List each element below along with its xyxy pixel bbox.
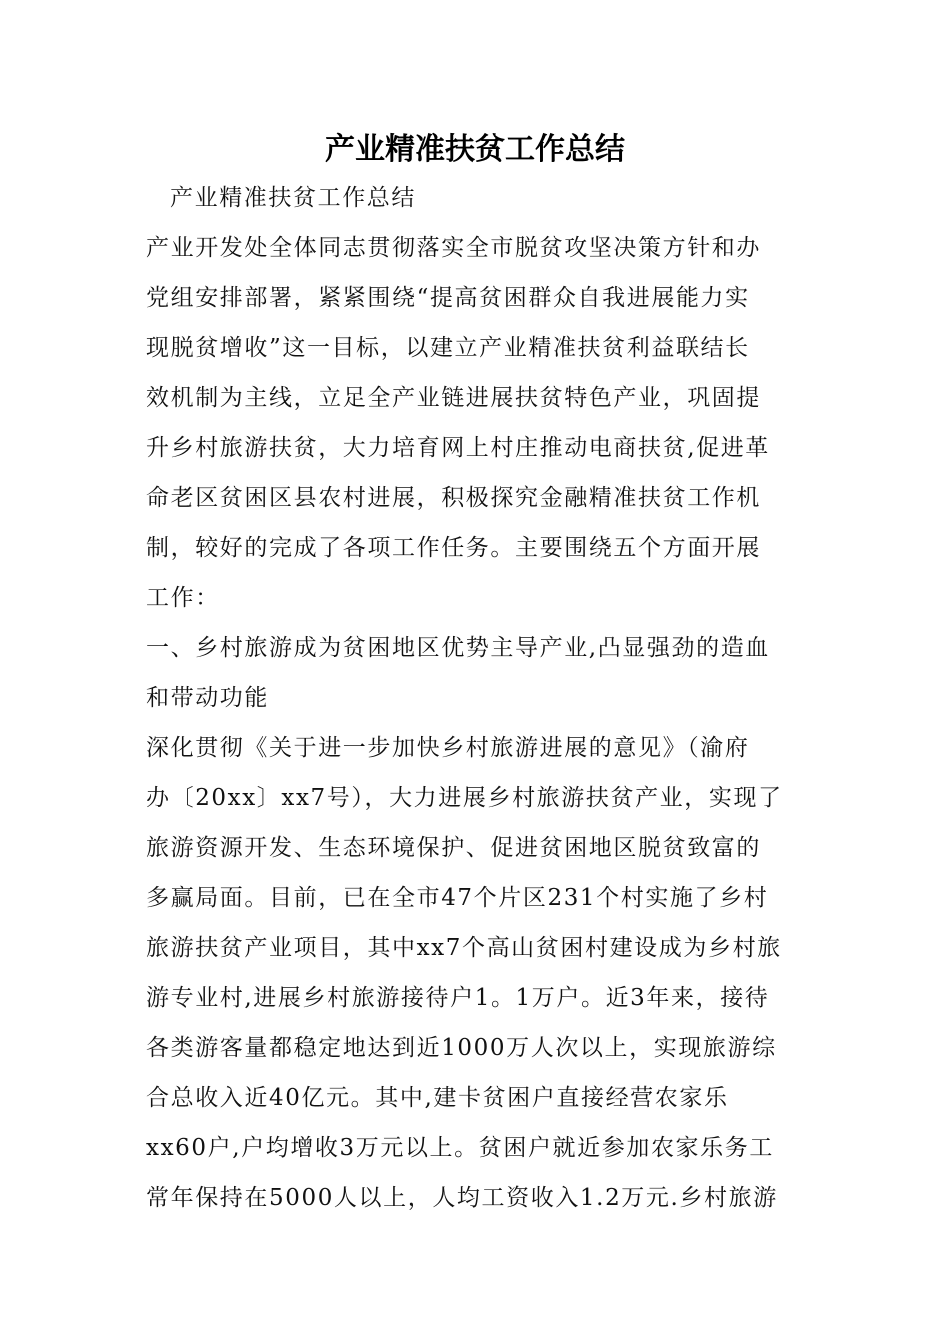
section-heading-line: 一、乡村旅游成为贫困地区优势主导产业,凸显强劲的造血 [146,635,770,661]
body-line: 制，较好的完成了各项工作任务。主要围绕五个方面开展 [146,535,761,561]
body-line: 效机制为主线，立足全产业链进展扶贫特色产业，巩固提 [146,385,761,411]
body-line: 党组安排部署，紧紧围绕“提高贫困群众自我进展能力实 [146,285,750,311]
body-line: 命老区贫困区县农村进展，积极探究金融精准扶贫工作机 [146,485,761,511]
body-line: xx60户,户均增收3万元以上。贫困户就近参加农家乐务工 [146,1135,774,1161]
section-heading-line: 和带动功能 [146,685,269,711]
body-line: 深化贯彻《关于进一步加快乡村旅游进展的意见》（渝府 [146,735,750,761]
body-line: 办〔20xx〕xx7号），大力进展乡村旅游扶贫产业，实现了 [146,785,783,811]
body-line: 多赢局面。目前，已在全市47个片区231个村实施了乡村 [146,885,769,911]
body-line: 升乡村旅游扶贫，大力培育网上村庄推动电商扶贫,促进革 [146,435,770,461]
body-line: 游专业村,进展乡村旅游接待户1。1万户。近3年来，接待 [146,985,770,1011]
body-line: 旅游资源开发、生态环境保护、促进贫困地区脱贫致富的 [146,835,761,861]
body-line: 各类游客量都稳定地达到近1000万人次以上，实现旅游综 [146,1035,777,1061]
body-line: 工作： [146,585,220,611]
body-line: 常年保持在5000人以上，人均工资收入1.2万元.乡村旅游 [146,1185,778,1211]
body-line: 现脱贫增收”这一目标，以建立产业精准扶贫利益联结长 [146,335,750,361]
document-title: 产业精准扶贫工作总结 [325,132,625,167]
body-line: 旅游扶贫产业项目，其中xx7个高山贫困村建设成为乡村旅 [146,935,782,961]
body-line: 合总收入近40亿元。其中,建卡贫困户直接经营农家乐 [146,1085,729,1111]
subtitle-line: 产业精准扶贫工作总结 [170,185,416,211]
body-line: 产业开发处全体同志贯彻落实全市脱贫攻坚决策方针和办 [146,235,761,261]
